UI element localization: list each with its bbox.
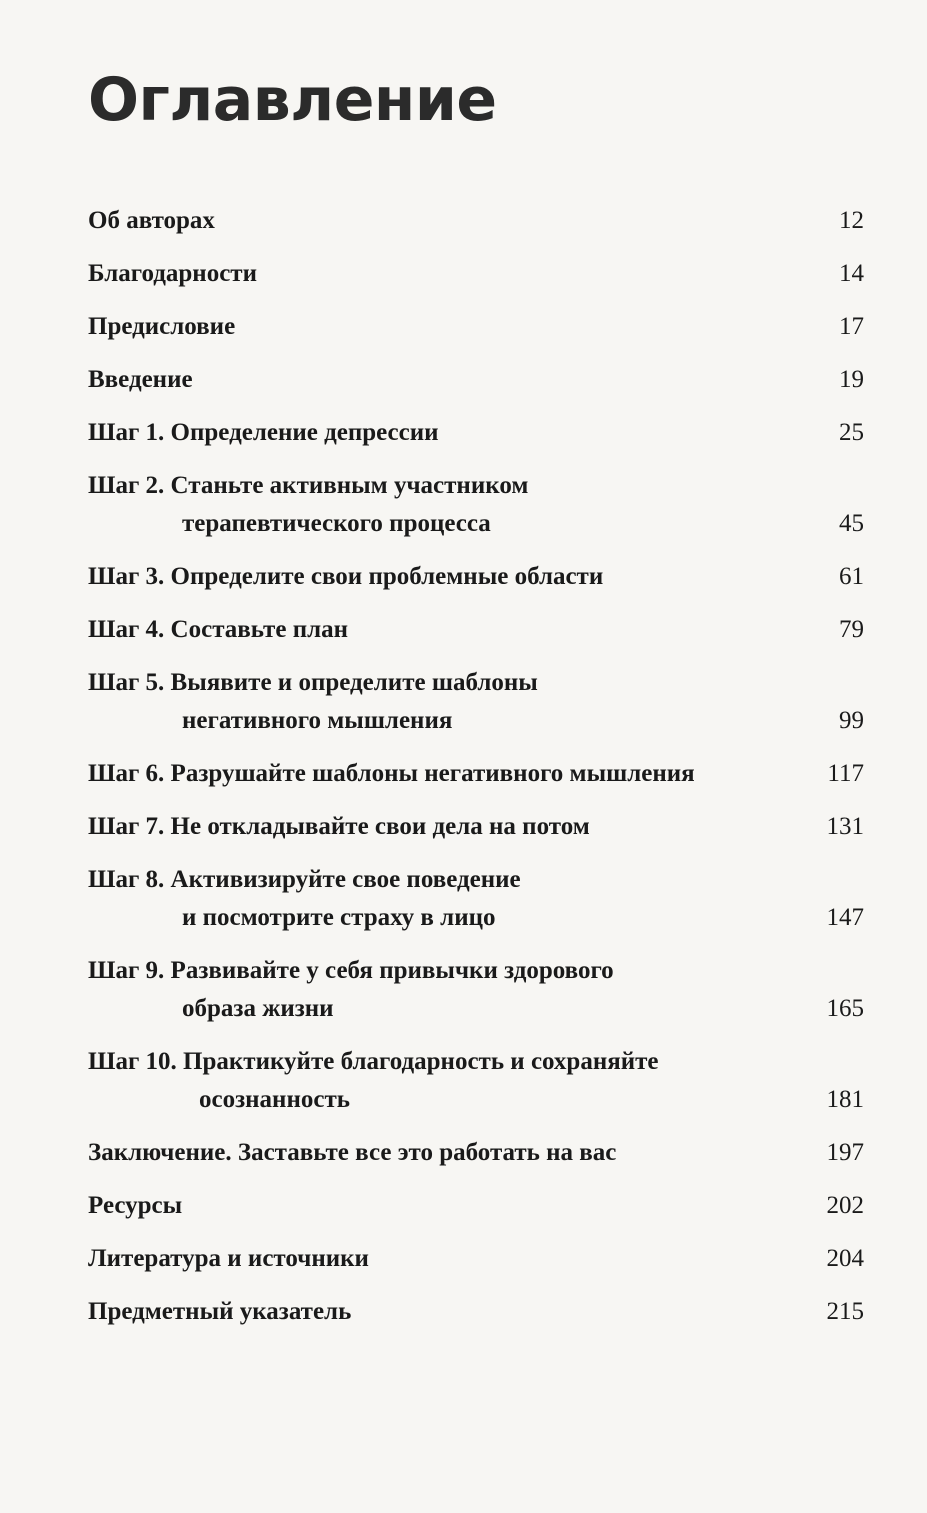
toc-entry-page: 14 xyxy=(839,260,864,287)
toc-entry-references xyxy=(88,1240,864,1278)
toc-entry-label: Шаг 2. Станьте активным участником терапевтического процесса xyxy=(88,472,529,537)
toc-entry-label: Шаг 8. Активизируйте свое поведение и посмотрите страху в лицо xyxy=(88,866,521,931)
table-of-contents xyxy=(88,202,864,1331)
toc-entry-label: Шаг 3. Определите свои проблемные области xyxy=(88,563,604,590)
toc-entry-step-2 xyxy=(88,467,864,543)
toc-entry-page: 181 xyxy=(826,1086,864,1113)
toc-entry-about-authors xyxy=(88,202,864,240)
toc-entry-label: Заключение. Заставьте все это работать на вас xyxy=(88,1139,617,1166)
toc-entry-label: Шаг 7. Не откладывайте свои дела на потом xyxy=(88,813,590,840)
toc-entry-label: Предисловие xyxy=(88,313,236,340)
toc-entry-label: Благодарности xyxy=(88,260,257,287)
toc-entry-page: 99 xyxy=(839,707,864,734)
toc-entry-introduction xyxy=(88,361,864,399)
toc-entry-page: 25 xyxy=(839,419,864,446)
toc-entry-foreword xyxy=(88,308,864,346)
toc-entry-page: 12 xyxy=(839,207,864,234)
toc-entry-page: 79 xyxy=(839,616,864,643)
toc-entry-step-10 xyxy=(88,1043,864,1119)
toc-entry-page: 131 xyxy=(826,813,864,840)
toc-entry-label: Введение xyxy=(88,366,193,393)
toc-entry-index xyxy=(88,1293,864,1331)
page-title: Оглавление xyxy=(88,65,497,135)
toc-entry-page: 147 xyxy=(826,904,864,931)
toc-entry-page: 117 xyxy=(827,760,864,787)
toc-entry-step-7 xyxy=(88,808,864,846)
toc-entry-acknowledgements xyxy=(88,255,864,293)
toc-entry-page: 61 xyxy=(839,563,864,590)
toc-entry-label: Шаг 1. Определение депрессии xyxy=(88,419,439,446)
toc-entry-resources xyxy=(88,1187,864,1225)
toc-entry-label: Шаг 6. Разрушайте шаблоны негативного мышления xyxy=(88,760,695,787)
toc-entry-label: Об авторах xyxy=(88,207,215,234)
toc-entry-page: 204 xyxy=(826,1245,864,1272)
toc-entry-label: Шаг 10. Практикуйте благодарность и сохраняйте осознанность xyxy=(88,1048,659,1113)
toc-entry-label: Литература и источники xyxy=(88,1245,369,1272)
toc-entry-step-5 xyxy=(88,664,864,740)
toc-entry-step-6 xyxy=(88,755,864,793)
toc-entry-page: 215 xyxy=(826,1298,864,1325)
toc-entry-step-3 xyxy=(88,558,864,596)
toc-entry-page: 202 xyxy=(826,1192,864,1219)
toc-entry-step-1 xyxy=(88,414,864,452)
toc-entry-step-4 xyxy=(88,611,864,649)
toc-entry-label: Шаг 9. Развивайте у себя привычки здорового образа жизни xyxy=(88,957,614,1022)
toc-entry-step-9 xyxy=(88,952,864,1028)
toc-entry-conclusion xyxy=(88,1134,864,1172)
toc-entry-label: Предметный указатель xyxy=(88,1298,352,1325)
toc-entry-page: 165 xyxy=(826,995,864,1022)
toc-entry-page: 17 xyxy=(839,313,864,340)
toc-entry-page: 19 xyxy=(839,366,864,393)
toc-entry-label: Шаг 4. Составьте план xyxy=(88,616,349,643)
toc-entry-page: 197 xyxy=(826,1139,864,1166)
toc-entry-page: 45 xyxy=(839,510,864,537)
toc-entry-label: Ресурсы xyxy=(88,1192,183,1219)
toc-entry-label: Шаг 5. Выявите и определите шаблоны негативного мышления xyxy=(88,669,538,734)
toc-entry-step-8 xyxy=(88,861,864,937)
